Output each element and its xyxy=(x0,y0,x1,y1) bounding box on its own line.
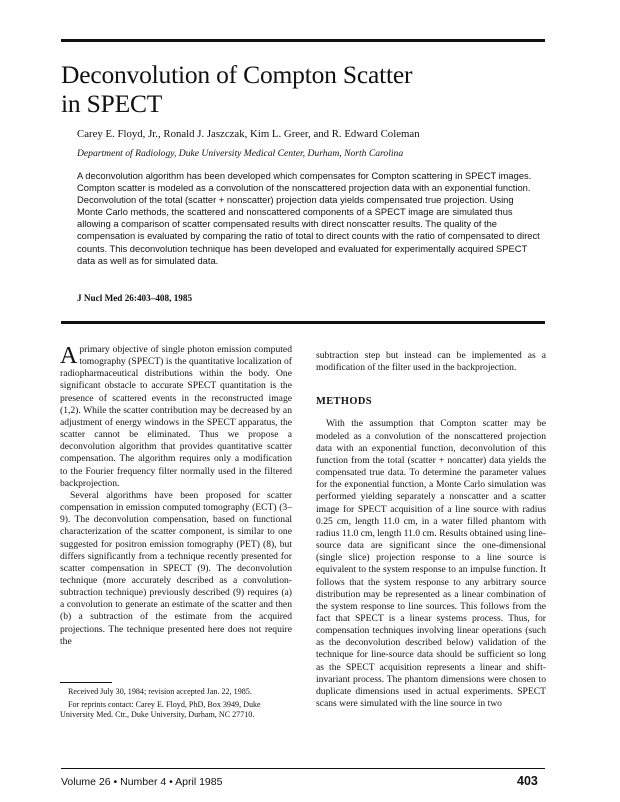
title-line-1: Deconvolution of Compton Scatter xyxy=(61,60,413,89)
intro-paragraph-1-text: primary objective of single photon emission computed tomography (SPECT) is the quantitative localization of radiopharmaceutical distributions within the body. One significant obstacle to accurate SPECT quantitation is the presence of scattered events in the reconstructed image (1,2). While the scatter contribution may be decreased by an adjustment of energy windows in the SPECT apparatus, the scatter cannot be eliminated. Thus we propose a deconvolution algorithm that provides quantitative scatter compensation. The algorithm requires only a modification to the Fourier frequency filter normally used in the filtered backprojection. xyxy=(60,344,292,489)
intro-paragraph-1 xyxy=(60,344,292,490)
footer-rule xyxy=(61,768,545,769)
footnotes xyxy=(60,687,292,723)
author-list: Carey E. Floyd, Jr., Ronald J. Jaszczak, Kim L. Greer, and R. Edward Coleman xyxy=(77,128,420,140)
issue-info: Volume 26 • Number 4 • April 1985 xyxy=(61,776,223,788)
drop-cap: A xyxy=(60,343,78,369)
affiliation: Department of Radiology, Duke University Medical Center, Durham, North Carolina xyxy=(77,148,404,159)
page-number: 403 xyxy=(517,774,538,788)
abstract: A deconvolution algorithm has been developed which compensates for Compton scattering in SPECT images. Compton scatter is modeled as a convolution of the nonscattered projection data with an exponential function. Deconvolution of the total (scatter + nonscatter) projection data yields compensated true projection. Using Monte Carlo methods, the scattered and nonscattered components of a SPECT image are simulated thus allowing a comparison of scatter compensated results with direct nonscatter results. The quality of the compensation is evaluated by comparing the ratio of total to direct counts with the ratio of compensated to direct counts. This deconvolution technique has been developed and evaluated for experimentally acquired SPECT data as well as for simulated data. xyxy=(77,171,540,266)
left-column xyxy=(60,344,292,648)
journal-citation: J Nucl Med 26:403–408, 1985 xyxy=(77,293,193,303)
intro-continuation: subtraction step but instead can be implemented as a modification of the filter used in the backprojection. xyxy=(316,350,546,374)
top-rule xyxy=(61,39,545,42)
right-column xyxy=(316,350,546,710)
intro-paragraph-2: Several algorithms have been proposed for scatter compensation in emission computed tomography (ECT) (3–9). The deconvolution compensation, based on functional characterization of the scatter component, is similar to one suggested for positron emission tomography (PET) (8), but differs significantly from a technique recently presented for scatter compensation in SPECT (9). The deconvolution technique (more accurately described as a convolution-subtraction technique) previously described (9) requires (a) a convolution to generate an estimate of the scatter and then (b) a subtraction of the estimate from the acquired projections. The technique presented here does not require the xyxy=(60,489,292,647)
methods-paragraph-1: With the assumption that Compton scatter may be modeled as a convolution of the nonscattered projection data with an exponential function, deconvolution of this function from the total (scatter + noncatter) data yields the compensated true data. To determine the parameter values for the exponential function, a Monte Carlo simulation was performed yielding separately a nonscatter and a scatter image for SPECT acquisition of a line source with radius 0.25 cm, length 11.0 cm, in a water filled phantom with radius 11.0 cm, length 11.0 cm. Results obtained using line-source data are significant since the one-dimensional (single slice) projection response to a line source is equivalent to the system response to an impulse function. It follows that the system response to any arbitrary source distribution may be represented as a linear combination of the system response to line sources. This follows from the fact that SPECT is a linear systems process. Thus, for compensation techniques involving linear operations (such as the deconvolution described below) validation of the technique for line-source data should be sufficient so long as the SPECT acquisition represents a linear and shift-invariant process. The phantom dimensions were chosen to duplicate dimensions used in actual experiments. SPECT scans were simulated with the line source in two xyxy=(316,418,546,710)
article-title xyxy=(61,60,541,118)
footnote-received: Received July 30, 1984; revision accepted Jan. 22, 1985. xyxy=(68,687,252,696)
methods-heading: METHODS xyxy=(316,396,372,408)
title-line-2: in SPECT xyxy=(61,89,163,118)
section-rule xyxy=(61,321,545,324)
footnote-rule xyxy=(60,682,112,683)
footnote-reprints: For reprints contact: Carey E. Floyd, PhD, Box 3949, Duke University Med. Ctr., Duke University, Durham, NC 27710. xyxy=(60,699,261,719)
